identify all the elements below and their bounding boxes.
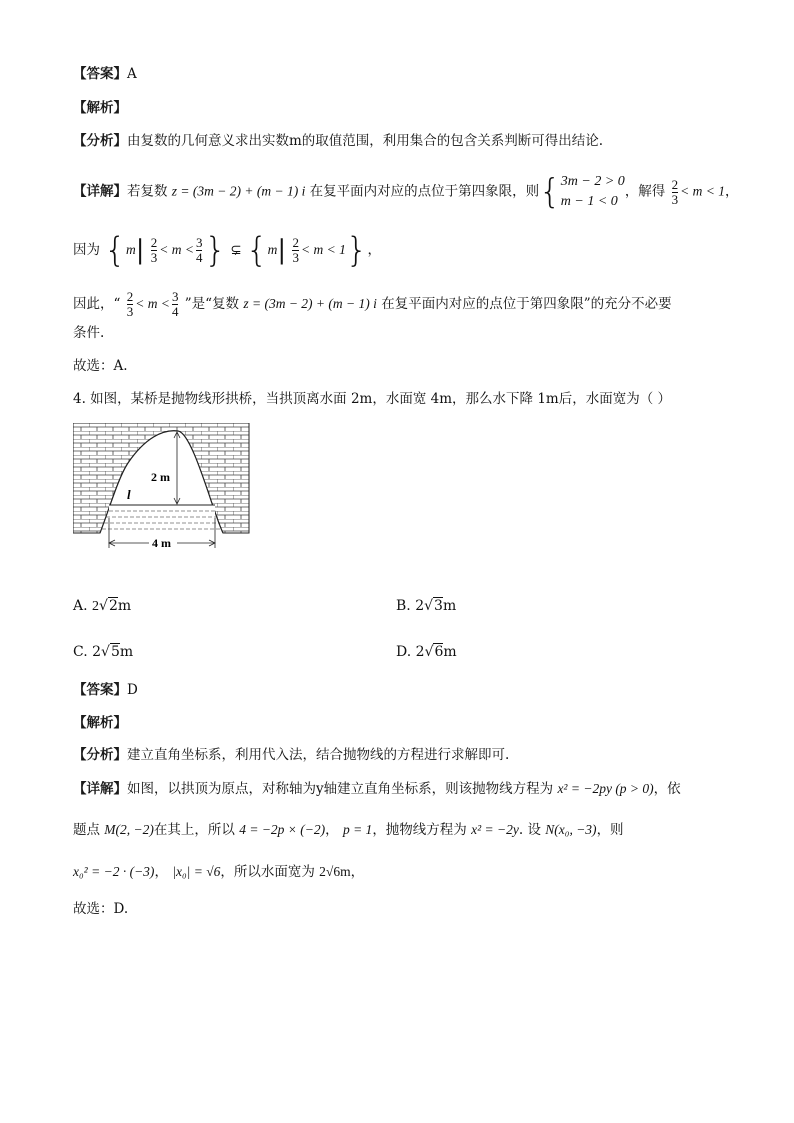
detail-line-1: 【详解】如图，以拱顶为原点，对称轴为y轴建立直角坐标系，则该抛物线方程为 x² = −2py (p > 0)，依 bbox=[73, 781, 681, 797]
option-b[interactable]: B. 2√3m bbox=[396, 598, 457, 614]
fraction-2-3: $\frac{2}{3}$ bbox=[292, 235, 299, 265]
fenxi-text: 由复数的几何意义求出实数m的取值范围，利用集合的包含关系判断可得出结论. bbox=[127, 133, 604, 149]
sys-line-1: 3m − 2 > 0 bbox=[560, 174, 625, 189]
system-brace: { bbox=[539, 172, 561, 212]
result-width: 2√6m bbox=[319, 864, 351, 879]
guxuan-line-1: 故选：A. bbox=[73, 358, 128, 374]
fraction-2-3: $\frac{2}{3}$ bbox=[126, 289, 134, 319]
option-a[interactable]: A. 2√2m bbox=[73, 598, 132, 614]
tiaojian-line: 条件. bbox=[73, 325, 105, 341]
answer-line-2 bbox=[73, 680, 138, 700]
fenxi-tag: 【分析】 bbox=[73, 133, 127, 149]
analysis-line-2: 【解析】 bbox=[73, 715, 127, 731]
answer-line-1 bbox=[73, 64, 137, 84]
answer-value: A bbox=[127, 66, 137, 82]
xiangjie-tag: 【详解】 bbox=[73, 183, 127, 200]
width-label: 4 m bbox=[152, 536, 171, 550]
height-label: 2 m bbox=[151, 470, 170, 484]
question-4-stem: 4. 如图，某桥是抛物线形拱桥，当拱顶离水面 2m，水面宽 4m，那么水下降 1m后，水面宽为（ ） bbox=[73, 391, 672, 407]
analysis-line-1 bbox=[73, 98, 127, 118]
option-d[interactable]: D. 2√6m bbox=[396, 644, 457, 660]
answer-tag: 【答案】 bbox=[73, 66, 127, 82]
xiangjie-text-b: 在复平面内对应的点位于第四象限，则 bbox=[309, 183, 540, 200]
parabola-equation: x² = −2py (p > 0) bbox=[557, 781, 654, 796]
yinci-text: 因此， bbox=[73, 296, 114, 312]
l-label: l bbox=[127, 487, 131, 502]
fraction-2-3: $\frac{2}{3}$ bbox=[150, 235, 158, 265]
complex-expr: z = (3m − 2) + (m − 1) i bbox=[171, 183, 306, 199]
fraction-3-4: $\frac{3}{4}$ bbox=[171, 289, 179, 319]
xiangjie-text-c: ，解得 bbox=[624, 183, 666, 200]
detail-line-3: x₀² = −2 · (−3)， |x₀| = √6，所以水面宽为 2√6m， bbox=[73, 864, 365, 880]
yinwei-line: 因为 {m| $\frac{2}{3}$ < m < $\frac{3}{4}$ } ⊊ {m| $\frac{2}{3}$ < m < 1}， bbox=[73, 230, 381, 271]
yinwei-text: 因为 bbox=[73, 242, 100, 258]
fenxi-line-1 bbox=[73, 131, 603, 151]
option-c[interactable]: C. 2√5m bbox=[73, 644, 134, 660]
answer-value: D bbox=[127, 682, 138, 698]
arch-bridge-figure bbox=[73, 423, 253, 557]
fenxi-line-2: 【分析】建立直角坐标系，利用代入法，结合抛物线的方程进行求解即可. bbox=[73, 747, 510, 763]
sys-line-2: m − 1 < 0 bbox=[560, 194, 618, 209]
xiangjie-text-a: 若复数 bbox=[127, 183, 168, 200]
yinci-line: 因此，“ $\frac{2}{3}$ < m < $\frac{3}{4}$ ”是“复数 z = (3m − 2) + (m − 1) i 在复平面内对应的点位于第四象限”的充分不必要 bbox=[73, 289, 672, 319]
range-text: < m < 1 bbox=[680, 183, 725, 199]
answer-tag: 【答案】 bbox=[73, 682, 127, 698]
subset-symbol: ⊊ bbox=[230, 242, 242, 258]
fraction-2-3: $\frac{2}{3}$ bbox=[671, 176, 679, 207]
fraction-3-4: $\frac{3}{4}$ bbox=[195, 235, 203, 265]
inequality-system bbox=[561, 172, 625, 212]
xiangjie-line-1: 【详解】若复数 z = (3m − 2) + (m − 1) i 在复平面内对应的点位于第四象限，则{ 3m − 2 > 0 m − 1 < 0 ，解得 $\frac{2}{3}$ < m < 1， bbox=[73, 172, 739, 212]
guxuan-line-2: 故选：D. bbox=[73, 901, 129, 917]
detail-line-2: 题点 M(2, −2)在其上，所以 4 = −2p × (−2)， p = 1，抛物线方程为 x² = −2y. 设 N(x₀, −3)，则 bbox=[73, 822, 624, 838]
analysis-tag: 【解析】 bbox=[73, 100, 127, 116]
arch-bridge-diagram bbox=[73, 423, 253, 553]
